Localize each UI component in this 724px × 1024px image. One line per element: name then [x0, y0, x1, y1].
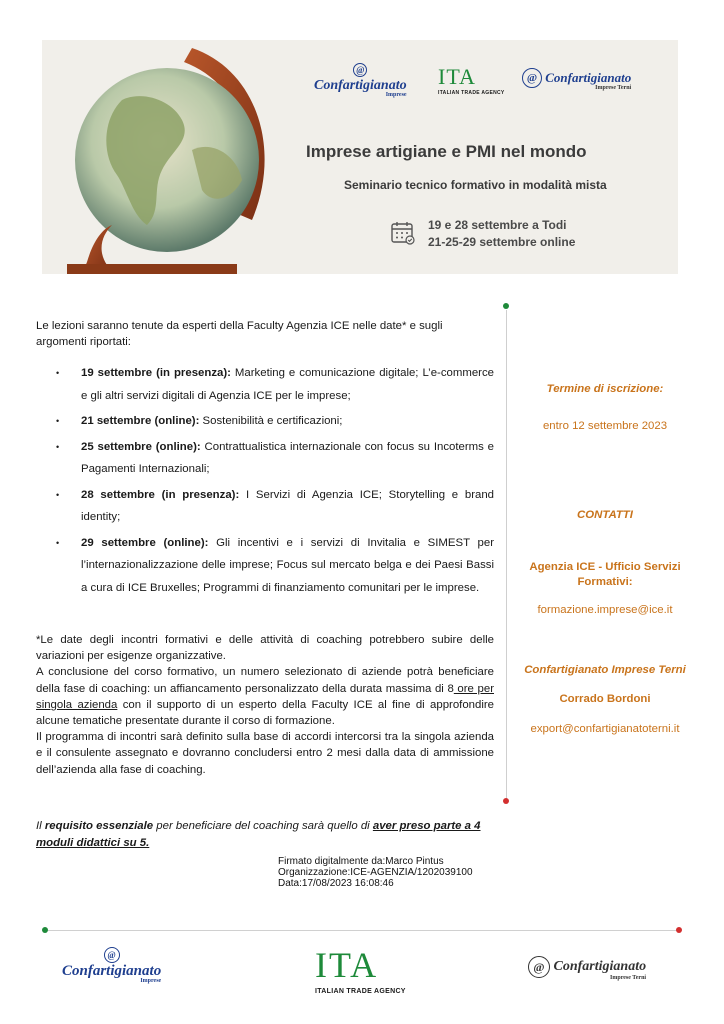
footer-divider	[48, 930, 680, 931]
list-item-text: Marketing e comunicazione digitale; L’e-commerce e gli altri servizi digitali di Agenzia ICE per le imprese;	[81, 367, 494, 402]
footer-confartigianato-logo	[62, 946, 161, 984]
header-banner	[42, 40, 678, 274]
confartigianato-logo-sub: Imprese	[385, 92, 407, 98]
signature-line-2: Organizzazione:ICE-AGENZIA/1202039100	[278, 867, 473, 878]
requirement-text-c: per beneficiare del coaching sarà quello di	[153, 820, 373, 832]
ice-email-link[interactable]: formazione.imprese@ice.it	[537, 604, 673, 616]
deadline-value: entro 12 settembre 2023	[542, 420, 668, 432]
list-item-text: Contrattualistica internazionale con focus su Incoterms e Pagamenti Internazionali;	[81, 440, 494, 475]
calendar-icon	[390, 220, 416, 251]
banner-date-line-2: 21-25-29 settembre online	[428, 235, 576, 249]
bullet-icon: •	[56, 416, 60, 426]
conf-terni-label: Confartigianato Imprese Terni	[524, 664, 686, 676]
notes-paragraph-2-underlined: ore per singola azienda	[36, 682, 494, 711]
list-item-date: 19 settembre (in presenza):	[81, 367, 231, 379]
footer-confartigianato-text: Confartigianato	[62, 963, 162, 979]
confartigianato-terni-logo	[522, 68, 631, 91]
notes-section	[36, 632, 494, 778]
ita-logo-sub: ITALIAN TRADE AGENCY	[438, 90, 505, 96]
footer-confartigianato-sub: Imprese	[140, 978, 162, 984]
topics-list	[36, 362, 494, 599]
list-item	[36, 484, 494, 529]
conf-email-link[interactable]: export@confartigianatoterni.it	[530, 723, 680, 735]
banner-dates	[428, 217, 575, 251]
footer-confartigianato-terni-sub: Imprese Terni	[610, 975, 647, 981]
list-item-date: 28 settembre (in presenza):	[81, 488, 240, 501]
notes-paragraph-2-start: A conclusione del corso formativo, un numero selezionato di aziende potrà beneficiare della fase di coaching: un affiancamento personalizzato della durata massima di 8	[36, 666, 494, 695]
confartigianato-logo	[314, 62, 407, 98]
banner-date-line-1: 19 e 28 settembre a Todi	[428, 218, 567, 232]
contacts-heading: CONTATTI	[577, 509, 633, 521]
globe-illustration	[42, 40, 302, 274]
bullet-icon: •	[56, 368, 60, 378]
divider-dot-red	[503, 798, 509, 804]
confartigianato-terni-logo-sub: Imprese Terni	[595, 85, 632, 91]
footer-ita-text: ITA	[315, 945, 379, 985]
confartigianato-terni-at-icon: @	[522, 68, 542, 88]
footer-ita-sub: ITALIAN TRADE AGENCY	[315, 988, 406, 995]
footer-dot-red	[676, 927, 682, 933]
main-content	[36, 318, 494, 602]
footer-confartigianato-at-icon: @	[104, 947, 120, 963]
notes-paragraph-3: Il programma di incontri sarà definito sulla base di accordi intercorsi tra la singola azienda e il consulente assegnato e dovranno concludersi entro 2 mesi dalla data di ammissione dell’azienda alla fase di coaching.	[36, 731, 494, 776]
confartigianato-logo-text: Confartigianato	[314, 78, 407, 93]
intro-paragraph: Le lezioni saranno tenute da esperti della Faculty Agenzia ICE nelle date* e sugli argomenti riportati:	[36, 320, 443, 348]
contact-name: Corrado Bordoni	[559, 693, 651, 705]
banner-logos	[312, 60, 672, 104]
list-item-date: 21 settembre (online):	[81, 415, 200, 427]
ice-office-label: Agenzia ICE - Ufficio Servizi Formativi:	[529, 561, 681, 588]
list-item-date: 29 settembre (online):	[81, 536, 209, 549]
footer-ita-logo	[315, 944, 406, 995]
ita-logo	[438, 64, 505, 96]
requirement-text-a: Il	[36, 820, 45, 832]
list-item	[36, 436, 494, 481]
list-item-date: 25 settembre (online):	[81, 440, 201, 453]
notes-paragraph-2	[36, 664, 494, 729]
notes-paragraph-2-end: con il supporto di un esperto della Faculty ICE al fine di approfondire alcune tematiche presentate durante il corso di formazione.	[36, 698, 495, 728]
footer-confartigianato-terni-at-icon: @	[528, 956, 550, 978]
vertical-divider	[506, 310, 507, 800]
ita-logo-text: ITA	[438, 64, 476, 89]
deadline-label: Termine di iscrizione:	[546, 383, 664, 395]
confartigianato-terni-logo-text: Confartigianato	[545, 70, 632, 85]
divider-dot-green	[503, 303, 509, 309]
requirement-note	[36, 818, 496, 852]
requirement-text-underlined: aver preso parte a 4 moduli didattici su 5.	[36, 820, 481, 849]
footer-confartigianato-terni-text: Confartigianato	[553, 959, 647, 974]
signature-line-1: Firmato digitalmente da:Marco Pintus	[278, 856, 444, 867]
banner-title: Imprese artigiane e PMI nel mondo	[306, 142, 587, 161]
requirement-text-bold: requisito essenziale	[44, 820, 154, 832]
footer-dot-green	[42, 927, 48, 933]
signature-line-3: Data:17/08/2023 16:08:46	[278, 878, 394, 889]
list-item	[36, 410, 494, 433]
footer-confartigianato-terni-logo	[528, 956, 646, 981]
digital-signature	[278, 856, 473, 889]
bullet-icon: •	[56, 441, 60, 452]
confartigianato-at-icon: @	[353, 63, 367, 77]
list-item-text: Sostenibilità e certificazioni;	[199, 415, 343, 427]
notes-paragraph-1: *Le date degli incontri formativi e delle attività di coaching potrebbero subire delle variazioni per esigenze organizzative.	[36, 634, 494, 663]
bullet-icon: •	[56, 489, 60, 500]
list-item-text: I Servizi di Agenzia ICE; Storytelling e brand identity;	[81, 488, 494, 523]
list-item	[36, 532, 494, 600]
list-item	[36, 362, 494, 407]
list-item-text: Gli incentivi e i servizi di Invitalia e SIMEST per l’internazionalizzazione delle imprese; Focus sul mercato belga e dei Paesi Bassi a cura di ICE Bruxelles; Programmi di finanziamento comunitari per le imprese.	[81, 536, 494, 594]
banner-subtitle: Seminario tecnico formativo in modalità mista	[344, 178, 607, 192]
bullet-icon: •	[56, 537, 60, 548]
